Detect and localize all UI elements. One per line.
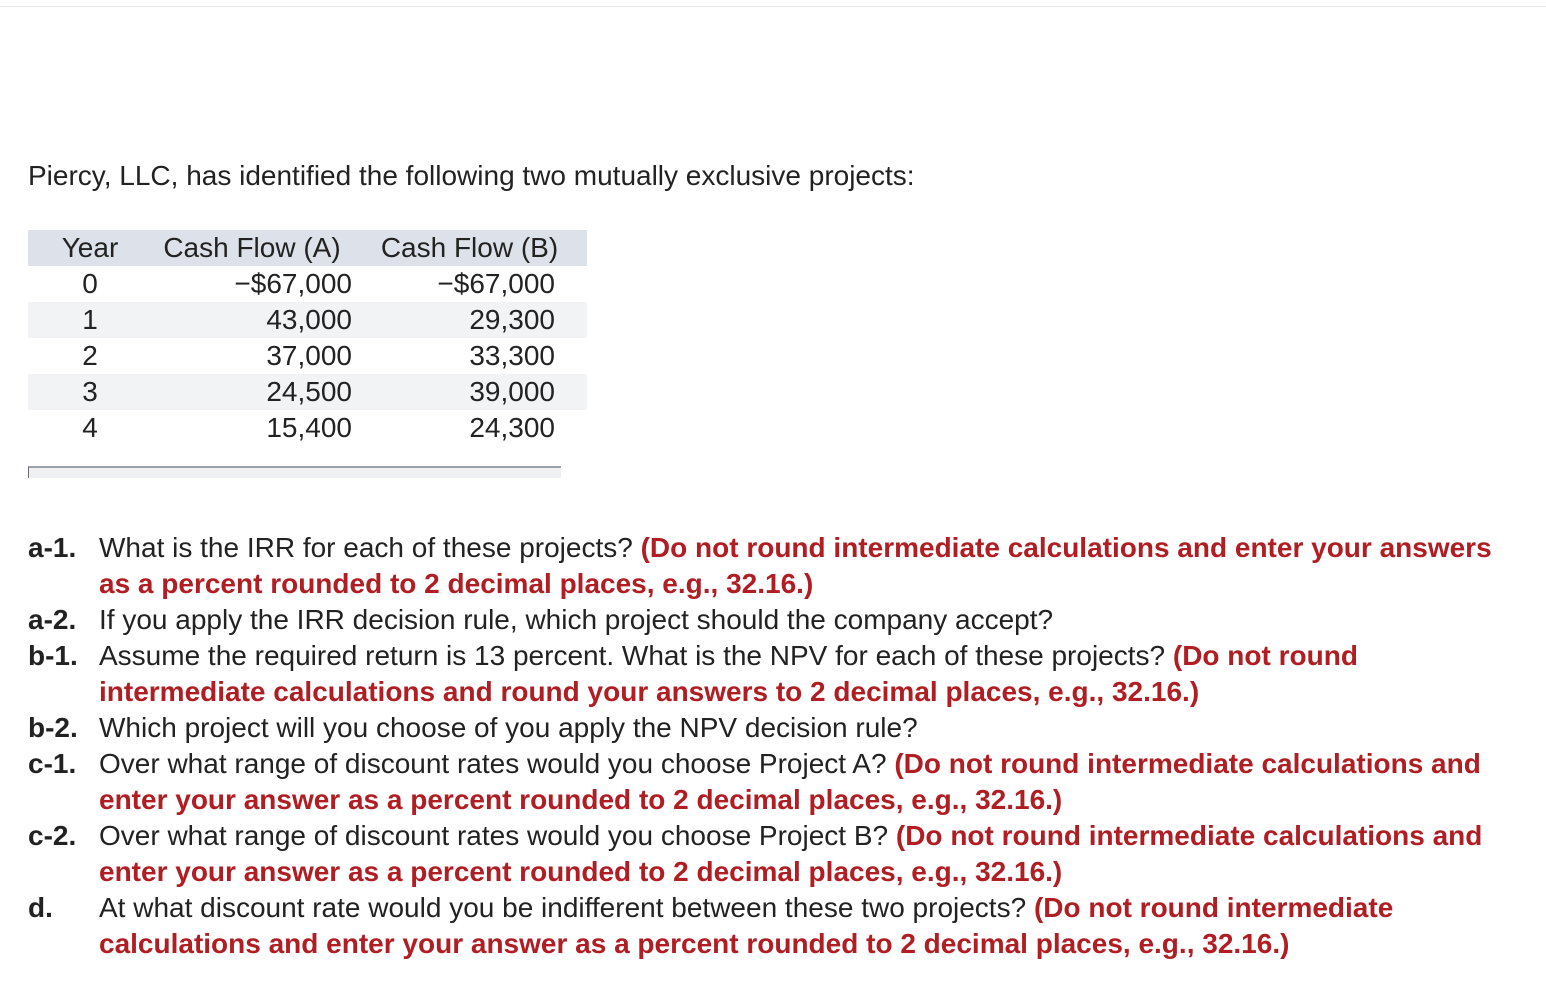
question-a1 [28,530,1528,602]
question-text: Assume the required return is 13 percent. What is the NPV for each of these projects? [99,640,1173,671]
cash-flow-a-cell: 37,000 [266,340,352,371]
question-text: What is the IRR for each of these projects? [99,532,641,563]
question-label: c-2. [28,820,77,851]
rounding-instruction: (Do not round intermediate calculations and round your answers to 2 decimal places, e.g., 32.16.) [99,640,1358,707]
table-row [28,302,587,338]
question-c1 [28,746,1528,818]
header-cash-flow-b: Cash Flow (B) [380,232,559,263]
question-text: Which project will you choose of you apply the NPV decision rule? [99,712,918,743]
cash-flow-a-cell: 43,000 [266,304,352,335]
question-label: b-1. [28,640,78,671]
cash-flow-table [28,230,587,446]
cash-flow-b-cell: 39,000 [469,376,555,407]
rounding-instruction: (Do not round intermediate calculations and enter your answers as a percent rounded to 2 decimal places, e.g., 32.16.) [99,532,1492,599]
question-text: At what discount rate would you be indifferent between these two projects? [99,892,1034,923]
table-row [28,338,587,374]
problem-intro: Piercy, LLC, has identified the following two mutually exclusive projects: [28,160,915,191]
table-header-row [28,230,587,266]
table-footer-rule [28,466,561,478]
header-year: Year [61,232,119,263]
year-cell: 4 [82,412,98,443]
question-text: Over what range of discount rates would you choose Project A? [99,748,895,779]
table-row [28,410,587,446]
rounding-instruction: (Do not round intermediate calculations and enter your answer as a percent rounded to 2 decimal places, e.g., 32.16.) [99,748,1481,815]
table-row [28,266,587,302]
question-label: b-2. [28,712,78,743]
year-cell: 0 [82,268,98,299]
question-text: Over what range of discount rates would you choose Project B? [99,820,896,851]
year-cell: 1 [82,304,98,335]
question-label: a-1. [28,532,77,563]
cash-flow-a-cell: −$67,000 [234,268,352,299]
cash-flow-a-cell: 15,400 [266,412,352,443]
year-cell: 2 [82,340,98,371]
question-label: d. [28,892,53,923]
question-label: a-2. [28,604,77,635]
year-cell: 3 [82,376,98,407]
question-list [28,530,1528,962]
question-label: c-1. [28,748,77,779]
question-text: If you apply the IRR decision rule, which project should the company accept? [99,604,1054,635]
question-c2 [28,818,1528,890]
question-b1 [28,638,1528,710]
cash-flow-b-cell: −$67,000 [437,268,555,299]
cash-flow-b-cell: 24,300 [469,412,555,443]
table-row [28,374,587,410]
question-d [28,890,1528,962]
top-divider [0,6,1546,7]
cash-flow-b-cell: 33,300 [469,340,555,371]
rounding-instruction: (Do not round intermediate calculations and enter your answer as a percent rounded to 2 decimal places, e.g., 32.16.) [99,820,1483,887]
cash-flow-a-cell: 24,500 [266,376,352,407]
cash-flow-b-cell: 29,300 [469,304,555,335]
header-cash-flow-a: Cash Flow (A) [163,232,341,263]
question-a2 [28,602,1528,638]
question-b2 [28,710,1528,746]
rounding-instruction: (Do not round intermediate calculations and enter your answer as a percent rounded to 2 decimal places, e.g., 32.16.) [99,892,1394,959]
